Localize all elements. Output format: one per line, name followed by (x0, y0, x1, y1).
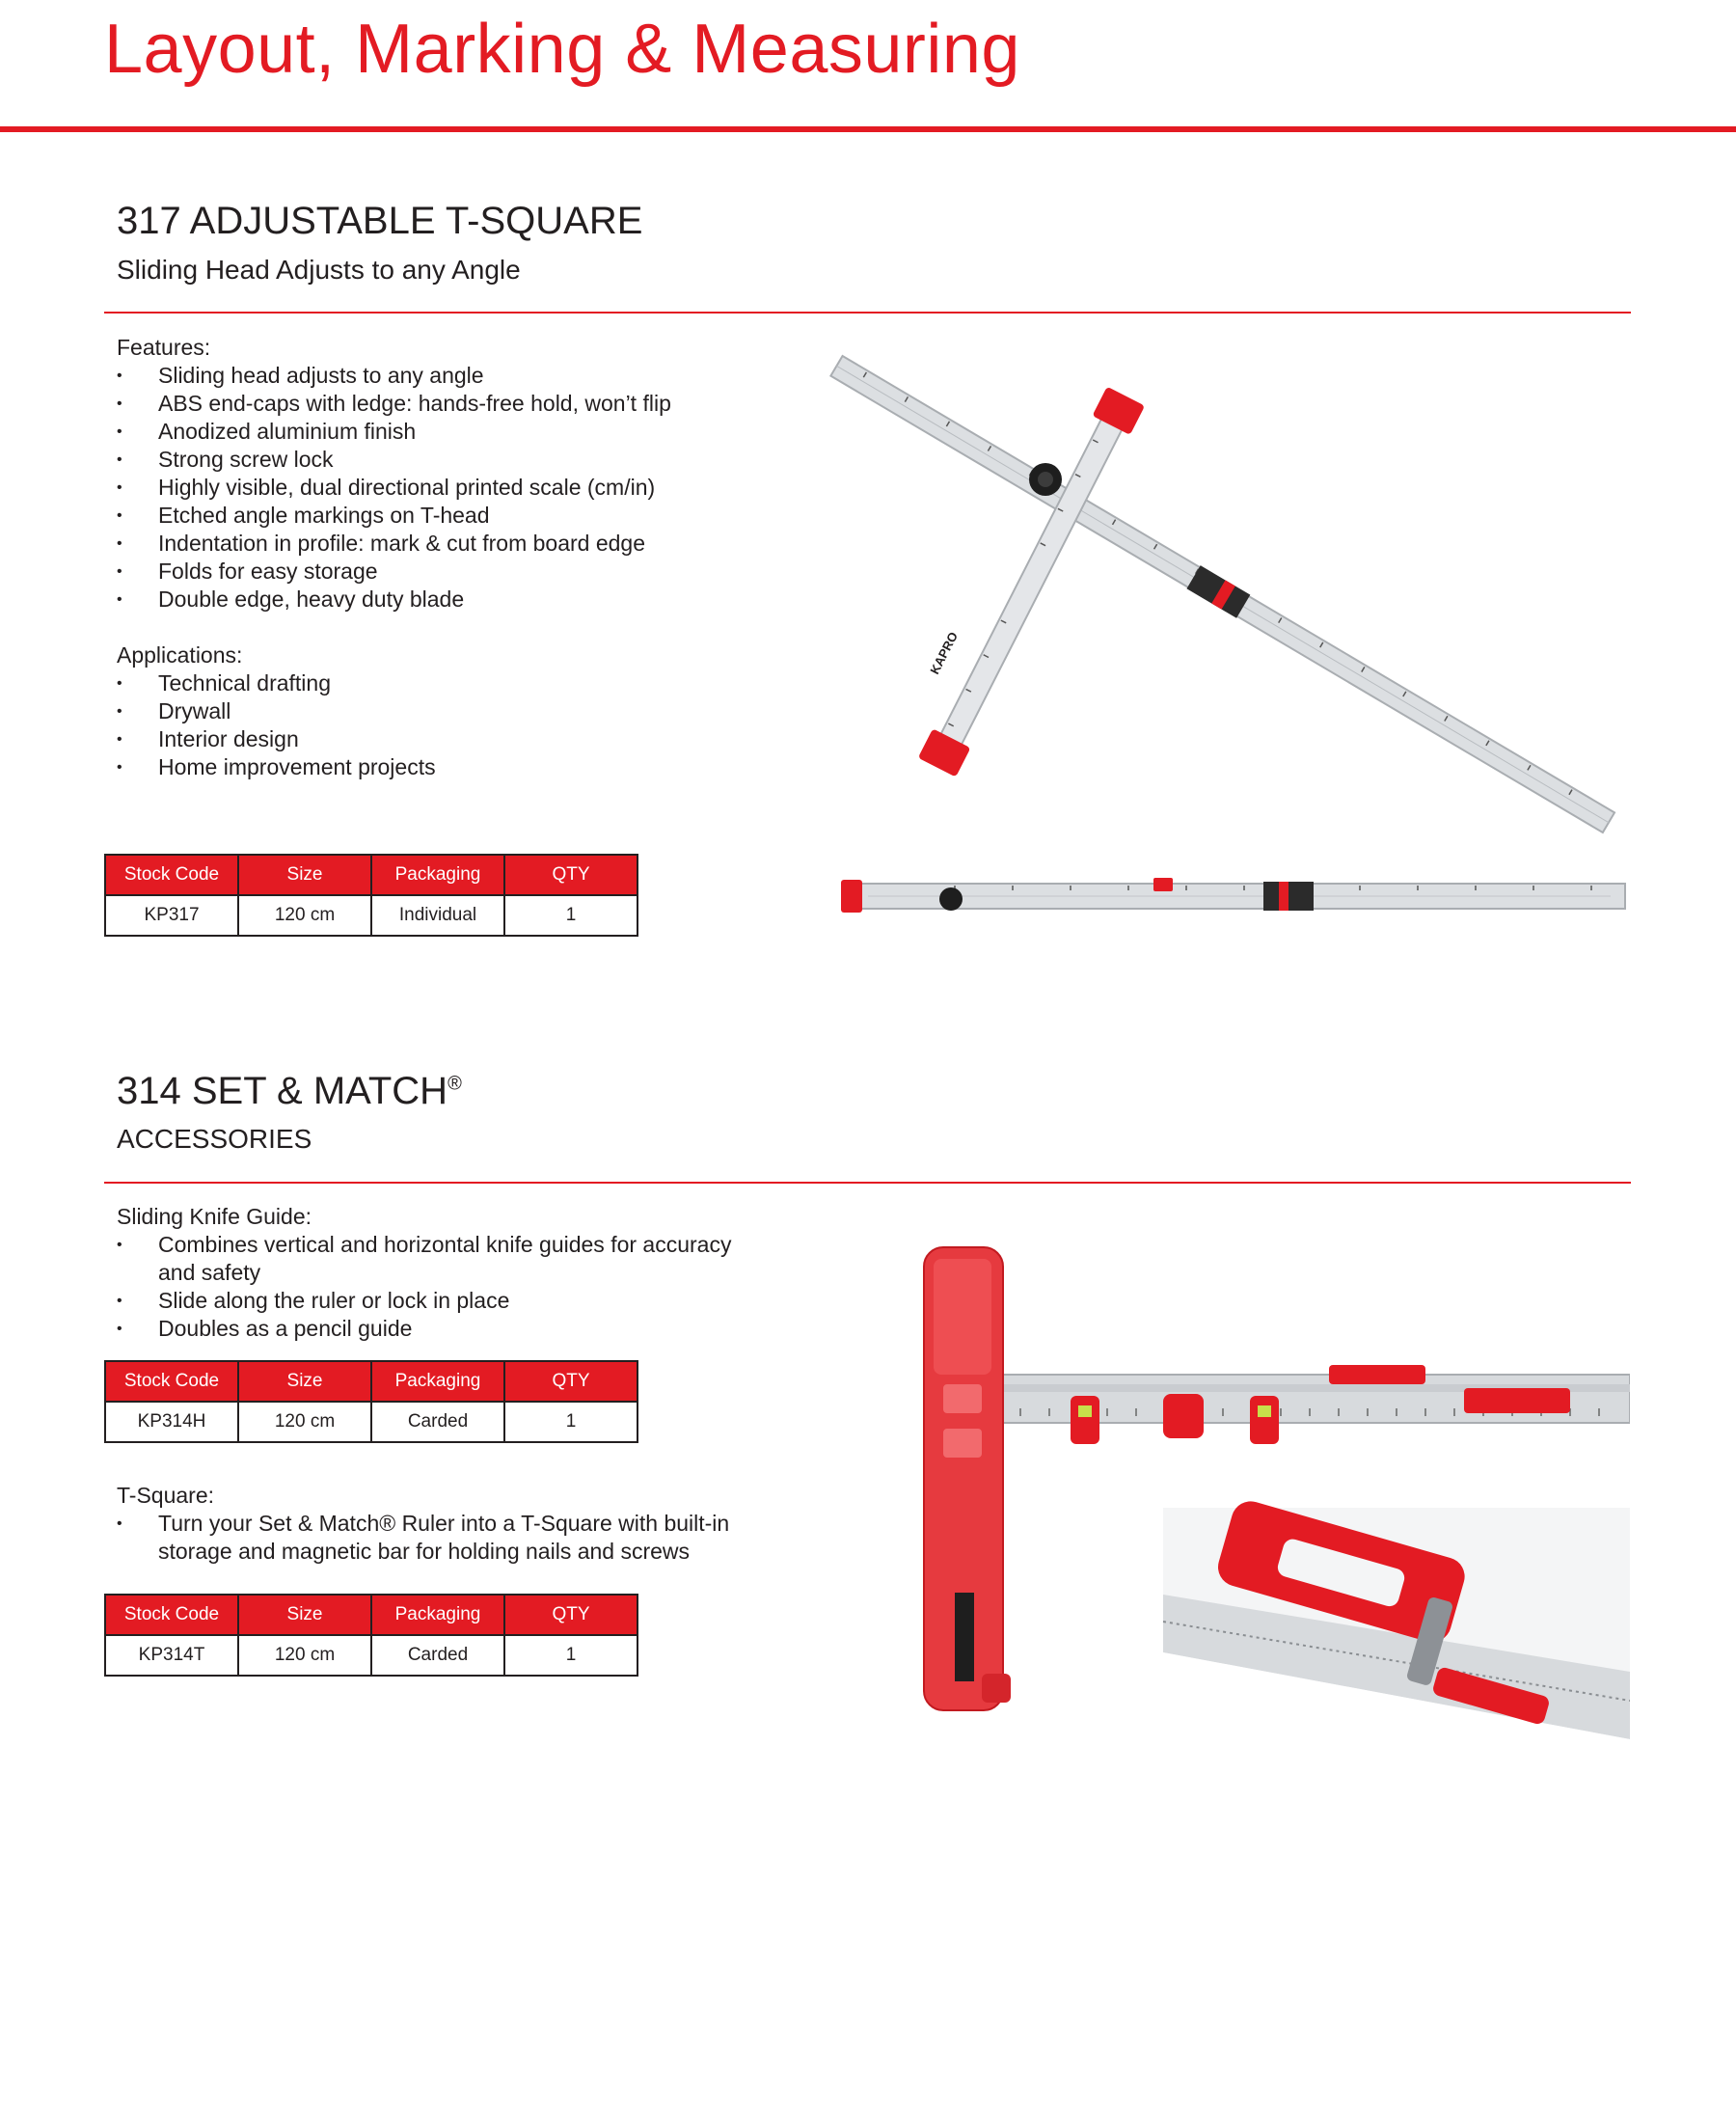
list-item: • Slide along the ruler or lock in place (117, 1287, 753, 1315)
column-header: Size (238, 855, 371, 895)
page-title: Layout, Marking & Measuring (104, 11, 1020, 88)
header-divider (0, 126, 1736, 132)
list-item: • Interior design (117, 725, 811, 753)
knife-guide-heading: Sliding Knife Guide: (117, 1204, 312, 1229)
list-item: • Turn your Set & Match® Ruler into a T-Square with built-in storage and magnetic bar for holding nails and screws (117, 1510, 734, 1566)
column-header: QTY (504, 1361, 637, 1402)
tsquare-accessory-list (117, 1510, 734, 1566)
handle-closeup (1163, 1497, 1630, 1770)
list-item: • Technical drafting (117, 669, 811, 697)
list-item: • Home improvement projects (117, 753, 811, 781)
knife-guide-spec-table (104, 1360, 638, 1443)
tsquare-spec-table (104, 854, 638, 937)
list-item: • Etched angle markings on T-head (117, 502, 811, 530)
table-cell: Carded (371, 1635, 504, 1676)
knife-guide-block (117, 1203, 753, 1343)
table-cell: 120 cm (238, 1635, 371, 1676)
list-item: • Indentation in profile: mark & cut from board edge (117, 530, 811, 558)
tsquare-accessory-block (117, 1482, 734, 1566)
registered-mark: ® (448, 1073, 462, 1095)
table-cell: 1 (504, 1635, 637, 1676)
column-header: Packaging (371, 1595, 504, 1635)
list-item: • Double edge, heavy duty blade (117, 586, 811, 614)
table-cell: 120 cm (238, 895, 371, 936)
table-header-row (105, 1595, 637, 1635)
table-row (105, 895, 637, 936)
applications-list (117, 669, 811, 781)
applications-heading: Applications: (117, 642, 243, 668)
tsquare-features-block (117, 334, 811, 781)
table-cell: KP314T (105, 1635, 238, 1676)
list-item: • ABS end-caps with ledge: hands-free hold, won’t flip (117, 390, 811, 418)
list-item: • Doubles as a pencil guide (117, 1315, 753, 1343)
table-header-row (105, 1361, 637, 1402)
table-header-row (105, 855, 637, 895)
screw-lock-knob (939, 887, 963, 911)
setmatch-title (117, 1067, 462, 1115)
column-header: Size (238, 1595, 371, 1635)
knife-guide-list (117, 1231, 753, 1343)
end-cap (841, 880, 862, 913)
column-header: Stock Code (105, 1595, 238, 1635)
tsquare-accessory-spec-table (104, 1594, 638, 1677)
column-header: QTY (504, 1595, 637, 1635)
table-row (105, 1635, 637, 1676)
list-item: • Drywall (117, 697, 811, 725)
list-item: • Sliding head adjusts to any angle (117, 362, 811, 390)
tsquare-accessory-heading: T-Square: (117, 1483, 214, 1508)
tsquare-folded-photo (839, 874, 1630, 916)
features-heading: Features: (117, 335, 211, 360)
column-header: Packaging (371, 855, 504, 895)
setmatch-subtitle: ACCESSORIES (117, 1124, 312, 1154)
list-item: • Anodized aluminium finish (117, 418, 811, 446)
list-item: • Combines vertical and horizontal knife guides for accuracy and safety (117, 1231, 753, 1287)
setmatch-title-text: 314 SET & MATCH (117, 1070, 448, 1112)
tsquare-title: 317 ADJUSTABLE T-SQUARE (117, 200, 643, 242)
end-cap (1153, 878, 1173, 891)
table-cell: 1 (504, 895, 637, 936)
list-item: • Highly visible, dual directional printed scale (cm/in) (117, 474, 811, 502)
column-header: Stock Code (105, 1361, 238, 1402)
table-cell: Individual (371, 895, 504, 936)
tsquare-subtitle: Sliding Head Adjusts to any Angle (117, 255, 521, 285)
table-cell: KP314H (105, 1402, 238, 1442)
brand-label: KAPRO (927, 629, 961, 677)
list-item: • Strong screw lock (117, 446, 811, 474)
tsquare-open-photo (829, 347, 1630, 849)
features-list (117, 362, 811, 614)
column-header: QTY (504, 855, 637, 895)
table-cell: Carded (371, 1402, 504, 1442)
setmatch-section-divider (104, 1182, 1631, 1184)
table-row (105, 1402, 637, 1442)
column-header: Stock Code (105, 855, 238, 895)
list-item: • Folds for easy storage (117, 558, 811, 586)
tsquare-section-divider (104, 312, 1631, 314)
column-header: Packaging (371, 1361, 504, 1402)
table-cell: KP317 (105, 895, 238, 936)
column-header: Size (238, 1361, 371, 1402)
table-cell: 1 (504, 1402, 637, 1442)
table-cell: 120 cm (238, 1402, 371, 1442)
setmatch-tsquare-photo (905, 1230, 1630, 1770)
